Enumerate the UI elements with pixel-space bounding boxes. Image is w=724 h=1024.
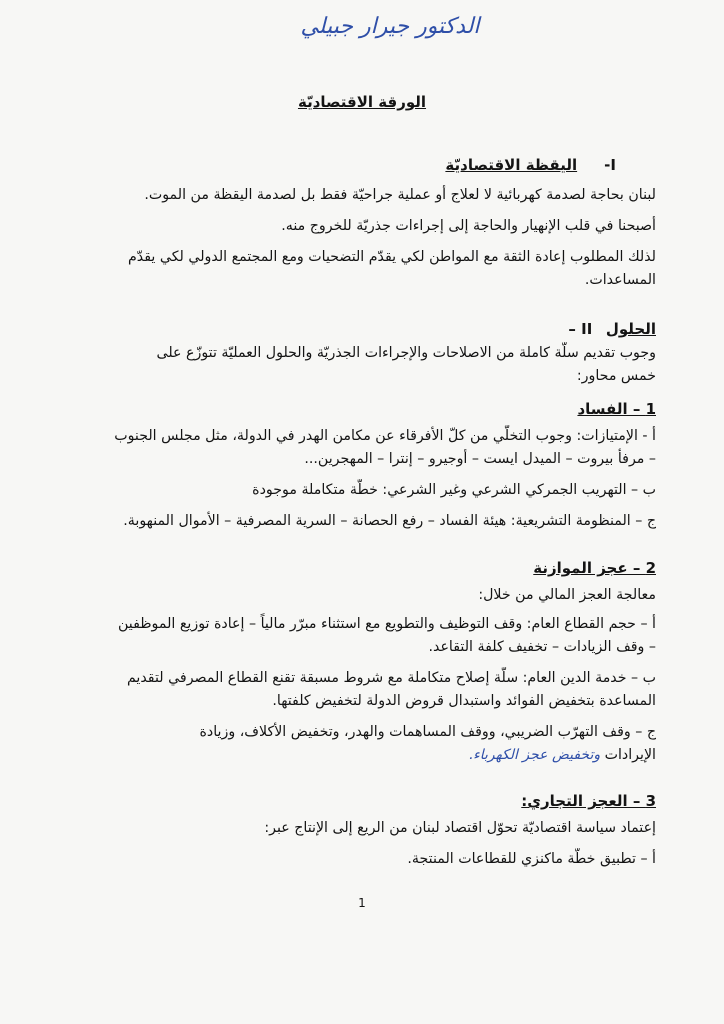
paragraph-line: أ - الإمتيازات: وجوب التخلّي من كلّ الأفرقاء عن مكامن الهدر في الدولة، مثل مجلس الجنوب (114, 428, 656, 444)
section-title: الحلول (605, 320, 656, 338)
paragraph-line: – مرفأ بيروت – الميدل ايست – أوجيرو – إنترا – المهجرين... (304, 451, 656, 467)
paragraph-line: لذلك المطلوب إعادة الثقة مع المواطن لكي يقدّم التضحيات ومع المجتمع الدولي لكي يقدّم (128, 249, 656, 265)
section-heading (56, 154, 616, 178)
paragraph-line: وجوب تقديم سلّة كاملة من الاصلاحات والإجراءات الجذريّة والحلول العمليّة تتوزّع على (156, 345, 656, 361)
paragraph-line: أ – حجم القطاع العام: وقف التوظيف والتطويع مع استثناء مبرّر مالياً – إعادة توزيع الموظفين (117, 616, 656, 632)
subsection-corruption (56, 398, 656, 533)
section-title: اليقظة الاقتصاديّة (445, 156, 578, 174)
subsection-budget-deficit (56, 557, 656, 767)
revenue-text: الإيرادات (604, 747, 656, 763)
section-heading (56, 318, 656, 342)
paragraph-line: أ – تطبيق خطّة ماكنزي للقطاعات المنتجة. (407, 851, 656, 867)
paragraph-line: لبنان بحاجة لصدمة كهربائية لا لعلاج أو عملية جراحيّة فقط بل لصدمة اليقظة من الموت. (144, 187, 656, 203)
paragraph-line: ب – خدمة الدين العام: سلّة إصلاح متكاملة مع شروط مسبقة تقنع القطاع المصرفي لتقديم (126, 670, 656, 686)
handwritten-note: وتخفيض عجز الكهرباء. (468, 747, 601, 763)
handwritten-signature: الدكتور جيرار جبيلي (300, 14, 480, 39)
subsection-trade-deficit (56, 790, 656, 871)
paragraph-line: – وقف الزيادات – تخفيف كلفة التقاعد. (428, 639, 656, 655)
section-solutions (56, 318, 656, 388)
section-number: I- (604, 156, 616, 174)
paragraph-line: المساعدات. (584, 272, 656, 288)
paragraph-line: ج – المنظومة التشريعية: هيئة الفساد – رفع الحصانة – السرية المصرفية – الأموال المنهوبة. (123, 513, 656, 529)
subsection-title: 1 – الفساد (577, 400, 656, 418)
paragraph-line: المساعدة بتخفيض الفوائد واستبدال قروض الدولة لتخفيض كلفتها. (272, 693, 656, 709)
subsection-title: 2 – عجز الموازنة (533, 559, 656, 577)
paragraph-line: معالجة العجز المالي من خلال: (478, 587, 656, 603)
paragraph-line (56, 744, 656, 767)
section-number: II – (568, 320, 593, 338)
paragraph-line: أصبحنا في قلب الإنهيار والحاجة إلى إجراءات جذريّة للخروج منه. (281, 218, 656, 234)
paragraph-line: خمس محاور: (576, 368, 656, 384)
section-economic-awakening (56, 154, 656, 292)
paragraph-line: ج – وقف التهرّب الضريبي، ووقف المساهمات والهدر، وتخفيض الأكلاف، وزيادة (199, 724, 656, 740)
page-number: 1 (358, 896, 366, 910)
subsection-title: 3 – العجز التجاري: (521, 792, 656, 810)
page-title: الورقة الاقتصاديّة (297, 93, 427, 111)
paragraph-line: ب – التهريب الجمركي الشرعي وغير الشرعي: خطّة متكاملة موجودة (252, 482, 656, 498)
paragraph-line: إعتماد سياسة اقتصاديّة تحوّل اقتصاد لبنان من الريع إلى الإنتاج عبر: (264, 820, 656, 836)
